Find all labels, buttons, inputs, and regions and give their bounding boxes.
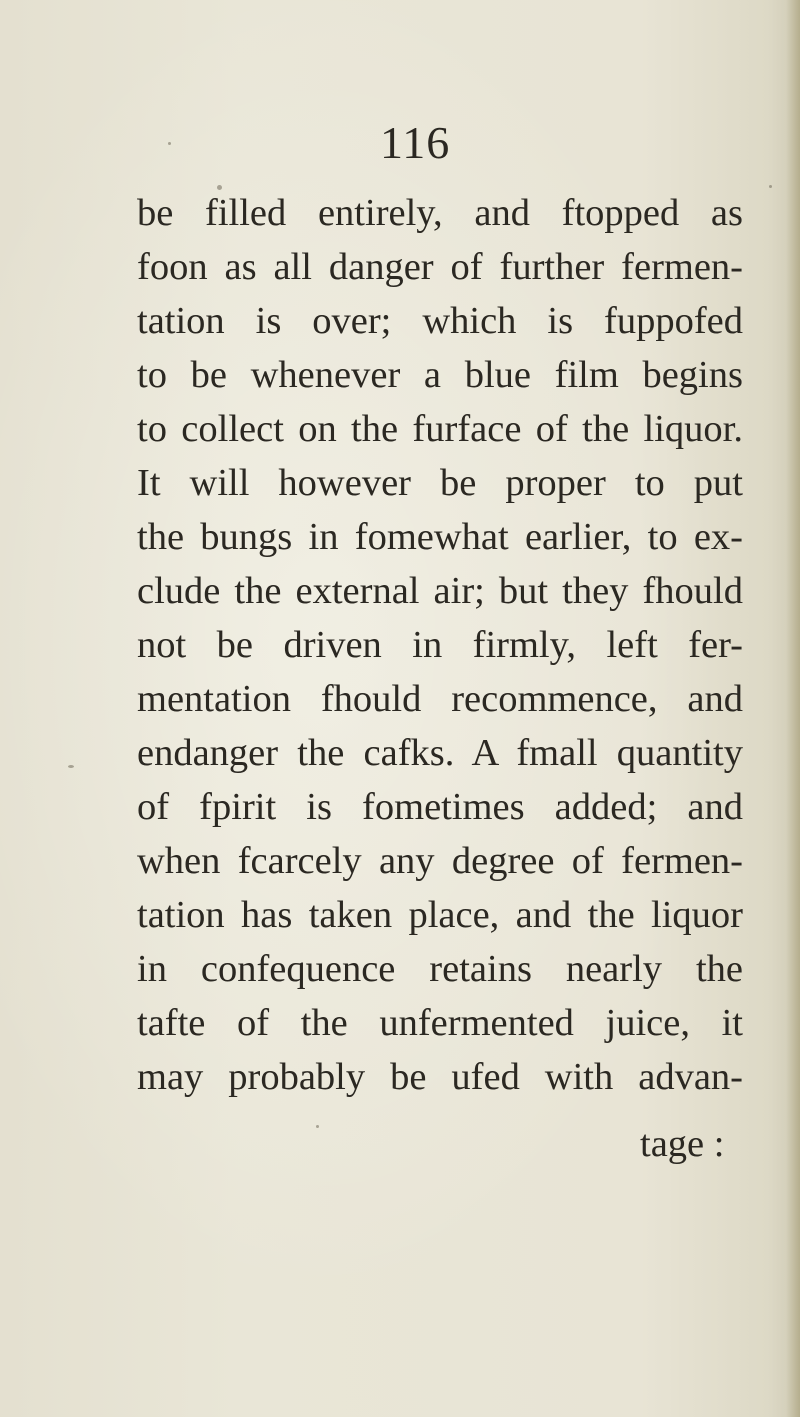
text-line: clude the external air; but they fhould — [137, 570, 743, 612]
paper-speck — [168, 142, 171, 145]
text-line: when fcarcely any degree of fermen- — [137, 840, 743, 882]
text-line: to collect on the furface of the liquor. — [137, 408, 743, 450]
text-line: in confequence retains nearly the — [137, 948, 743, 990]
text-line: tafte of the unfermented juice, it — [137, 1002, 743, 1044]
body-text — [137, 186, 743, 1104]
text-line: mentation fhould recommence, and — [137, 678, 743, 720]
paper-speck — [316, 1125, 319, 1128]
text-line: foon as all danger of further fermen- — [137, 246, 743, 288]
text-line: It will however be proper to put — [137, 462, 743, 504]
paper-speck — [68, 765, 74, 768]
text-line: to be whenever a blue film begins — [137, 354, 743, 396]
text-line: of fpirit is fometimes added; and — [137, 786, 743, 828]
page-edge-shadow — [786, 0, 800, 1417]
text-line: tation is over; which is fuppofed — [137, 300, 743, 342]
catchword: tage : — [640, 1123, 725, 1165]
text-line: the bungs in fomewhat earlier, to ex- — [137, 516, 743, 558]
text-line: may probably be ufed with advan- — [137, 1056, 743, 1098]
text-line: endanger the cafks. A fmall quantity — [137, 732, 743, 774]
paper-speck — [769, 185, 772, 188]
text-line: not be driven in firmly, left fer- — [137, 624, 743, 666]
text-line: be filled entirely, and ftopped as — [137, 192, 743, 234]
page-number: 116 — [380, 117, 451, 168]
text-line: tation has taken place, and the liquor — [137, 894, 743, 936]
